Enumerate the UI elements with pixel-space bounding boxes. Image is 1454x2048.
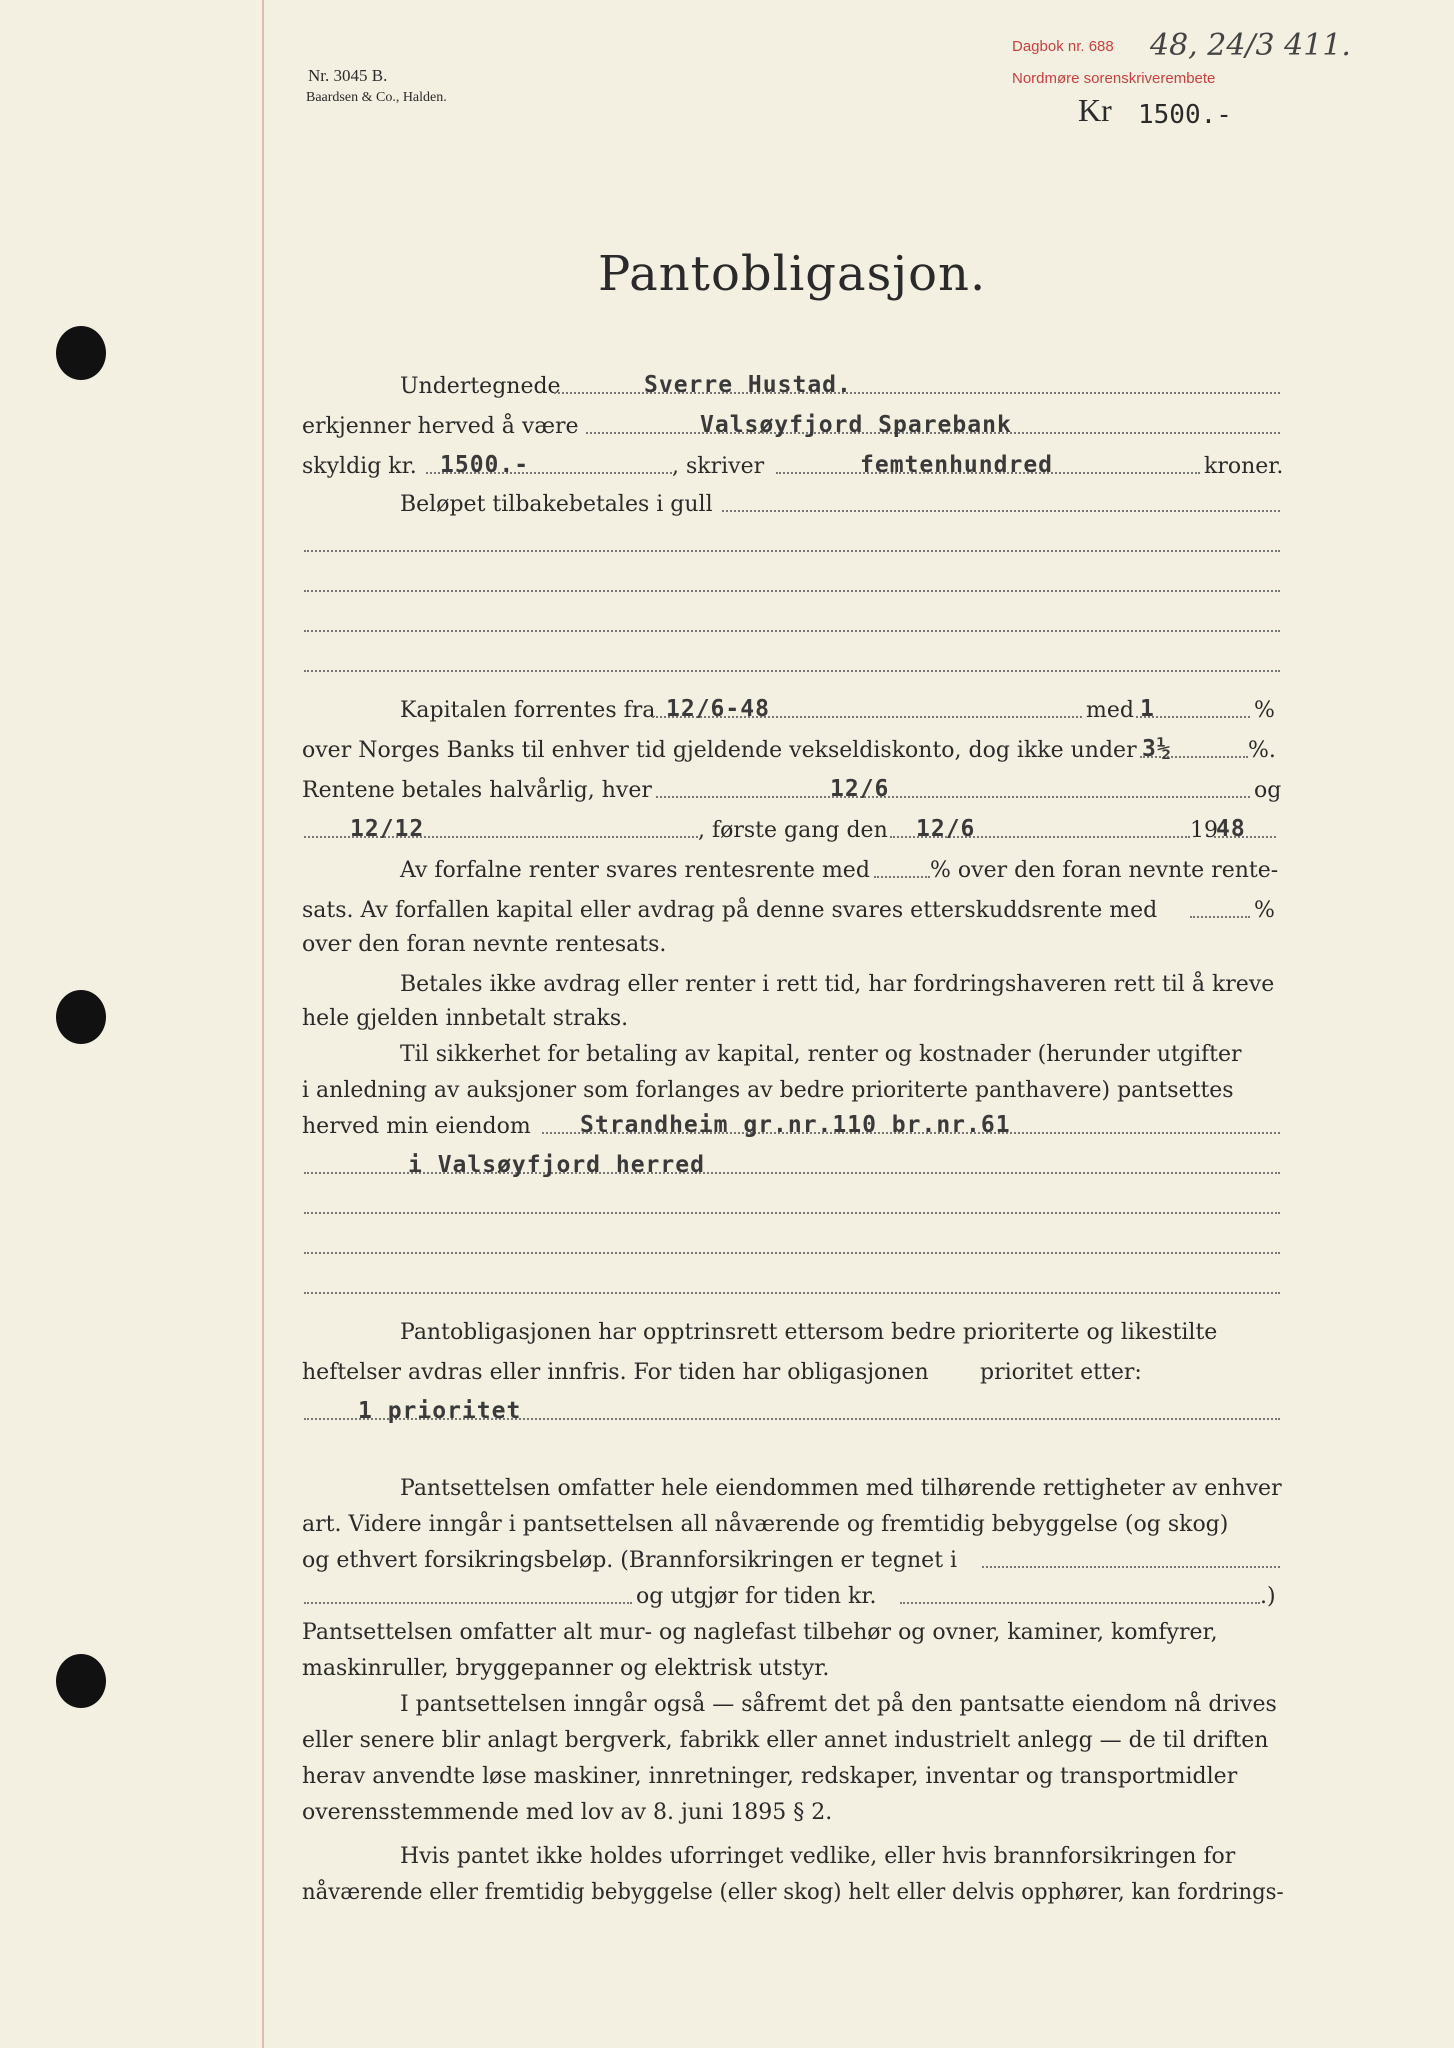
sats-text: sats. Av forfallen kapital eller avdrag på denne svares etterskuddsrente med: [302, 898, 1158, 923]
form-line: [0, 734, 1454, 768]
inngar-text-4: overensstemmende med lov av 8. juni 1895 § 2.: [302, 1800, 833, 1825]
text-line: [0, 1760, 1454, 1794]
prioritet-value: 1 prioritet: [358, 1398, 522, 1424]
text-line: [0, 1508, 1454, 1542]
text-line: [0, 1724, 1454, 1758]
text-line: [0, 1840, 1454, 1874]
forste-gang-label: , første gang den: [698, 818, 888, 843]
inngar-text-2: eller senere blir anlagt bergverk, fabrikk eller annet industrielt anlegg — de til driften: [302, 1728, 1269, 1753]
form-line: [0, 1356, 1454, 1390]
kapital-from-value: 12/6-48: [666, 696, 770, 722]
form-line: [0, 488, 1454, 522]
fill-line: [304, 1602, 632, 1604]
skyldig-value: 1500.-: [440, 452, 530, 478]
mur-text-1: Pantsettelsen omfatter alt mur- og naglefast tilbehør og ovner, kaminer, komfyrer,: [302, 1620, 1218, 1645]
text-line: [0, 928, 1454, 962]
form-line: [0, 1544, 1454, 1578]
percent-sign: %: [1254, 698, 1275, 723]
og-label: og: [1254, 778, 1282, 803]
kroner-label: kroner.: [1204, 454, 1284, 479]
text-line: [0, 1652, 1454, 1686]
herved-label: herved min eiendom: [302, 1114, 531, 1139]
skriver-label: , skriver: [672, 454, 765, 479]
belopet-label: Beløpet tilbakebetales i gull: [400, 492, 713, 517]
med-label: med: [1086, 698, 1134, 723]
text-line: [0, 1616, 1454, 1650]
text-line: [0, 1472, 1454, 1506]
blank-line: [0, 1190, 1454, 1224]
inngar-text-1: I pantsettelsen inngår også — såfremt det på den pantsatte eiendom nå drives: [400, 1692, 1277, 1717]
text-line: [0, 1074, 1454, 1108]
text-line: [0, 1038, 1454, 1072]
form-line: [0, 450, 1454, 484]
kapital-label: Kapitalen forrentes fra: [400, 698, 656, 723]
pant-text-2: heftelser avdras eller innfris. For tiden har obligasjonen: [302, 1360, 929, 1385]
second-date-value: 12/12: [350, 816, 425, 842]
over-den-text: over den foran nevnte rentesats.: [302, 932, 667, 957]
year-prefix: 19: [1190, 818, 1218, 843]
betales-text-1: Betales ikke avdrag eller renter i rett tid, har fordringshaveren rett til å kreve: [400, 972, 1275, 997]
skyldig-label: skyldig kr.: [302, 454, 417, 479]
register-stamp-line2: Nordmøre sorenskriverembete: [1012, 70, 1216, 87]
fill-line: [1190, 916, 1250, 918]
fill-line: [304, 1252, 1280, 1254]
inngar-text-3: herav anvendte løse maskiner, innretninger, redskaper, inventar og transportmidler: [302, 1764, 1238, 1789]
hvis-text-2: nåværende eller fremtidig bebyggelse (eller skog) helt eller delvis opphører, kan fordrings-: [302, 1880, 1284, 1905]
over-norges-text: over Norges Banks til enhver tid gjeldende vekseldiskonto, dog ikke under: [302, 738, 1137, 763]
close-paren: .): [1260, 1584, 1276, 1609]
printer-number: Nr. 3045 B.: [308, 66, 388, 85]
prioritet-etter-label: prioritet etter:: [980, 1360, 1142, 1385]
printer-name: Baardsen & Co., Halden.: [306, 90, 447, 105]
blank-line: [0, 648, 1454, 682]
betales-text-2: hele gjelden innbetalt straks.: [302, 1006, 629, 1031]
av-forfalne-text: Av forfalne renter svares rentesrente med: [400, 858, 870, 883]
text-line: [0, 1876, 1454, 1910]
year-value: 48: [1216, 816, 1246, 842]
blank-line: [0, 1230, 1454, 1264]
omfatter-text-3: og ethvert forsikringsbeløp. (Brannforsikringen er tegnet i: [302, 1548, 958, 1573]
form-line: [0, 694, 1454, 728]
percent-sign: %: [1254, 898, 1275, 923]
form-line: [0, 814, 1454, 848]
under-value: 3½: [1142, 736, 1172, 762]
mur-text-2: maskinruller, bryggepanner og elektrisk utstyr.: [302, 1656, 830, 1681]
fill-line: [982, 1566, 1280, 1568]
utgjor-label: og utgjør for tiden kr.: [636, 1584, 877, 1609]
erkjenner-value: Valsøyfjord Sparebank: [700, 412, 1012, 438]
text-line: [0, 968, 1454, 1002]
omfatter-text-1: Pantsettelsen omfatter hele eiendommen med tilhørende rettigheter av enhver: [400, 1476, 1282, 1501]
blank-line: [0, 608, 1454, 642]
percent-dot: %.: [1248, 738, 1276, 763]
undertegnede-label: Undertegnede: [400, 374, 561, 399]
kr-amount: 1500.-: [1138, 100, 1232, 130]
form-line: [0, 1396, 1454, 1430]
rentene-value: 12/6: [830, 776, 890, 802]
av-forfalne-text-b: % over den foran nevnte rente-: [930, 858, 1279, 883]
text-line: [0, 1688, 1454, 1722]
blank-line: [0, 568, 1454, 602]
eiendom-value-1: Strandheim gr.nr.110 br.nr.61: [580, 1112, 1011, 1138]
text-line: [0, 1316, 1454, 1350]
form-line: [0, 894, 1454, 928]
undertegnede-value: Sverre Hustad.: [644, 372, 852, 398]
form-line: [0, 1580, 1454, 1614]
til-sikkerhet-text-1: Til sikkerhet for betaling av kapital, renter og kostnader (herunder utgifter: [400, 1042, 1242, 1067]
fill-line: [304, 1292, 1280, 1294]
fill-line: [304, 550, 1280, 552]
til-sikkerhet-text-2: i anledning av auksjoner som forlanges av bedre prioriterte panthavere) pantsettes: [302, 1078, 1234, 1103]
page-title: Pantobligasjon.: [598, 246, 987, 302]
text-line: [0, 1002, 1454, 1036]
fill-line: [900, 1602, 1260, 1604]
form-line: [0, 854, 1454, 888]
pant-text-1: Pantobligasjonen har opptrinsrett ettersom bedre prioriterte og likestilte: [400, 1320, 1218, 1345]
blank-line: [0, 528, 1454, 562]
register-handwritten: 48, 24/3 411.: [1150, 28, 1351, 63]
form-line: [0, 1150, 1454, 1184]
fill-line: [304, 630, 1280, 632]
form-line: [0, 774, 1454, 808]
skriver-value: femtenhundred: [860, 452, 1054, 478]
form-line: [0, 1110, 1454, 1144]
kr-label: Kr: [1078, 92, 1112, 128]
med-value: 1: [1140, 696, 1155, 722]
rentene-label: Rentene betales halvårlig, hver: [302, 778, 652, 803]
form-line: [0, 410, 1454, 444]
blank-line: [0, 1270, 1454, 1304]
fill-line: [874, 876, 930, 878]
fill-line: [304, 590, 1280, 592]
hvis-text-1: Hvis pantet ikke holdes uforringet vedlike, eller hvis brannforsikringen for: [400, 1844, 1236, 1869]
fill-line: [722, 510, 1280, 512]
erkjenner-label: erkjenner herved å være: [302, 414, 579, 439]
forste-gang-value: 12/6: [916, 816, 976, 842]
fill-line: [656, 796, 1250, 798]
fill-line: [304, 1212, 1280, 1214]
text-line: [0, 1796, 1454, 1830]
register-stamp-line1: Dagbok nr. 688: [1012, 38, 1114, 55]
form-line: [0, 370, 1454, 404]
eiendom-value-2: i Valsøyfjord herred: [408, 1152, 705, 1178]
omfatter-text-2: art. Videre inngår i pantsettelsen all nåværende og fremtidig bebyggelse (og skog): [302, 1512, 1229, 1537]
fill-line: [304, 670, 1280, 672]
